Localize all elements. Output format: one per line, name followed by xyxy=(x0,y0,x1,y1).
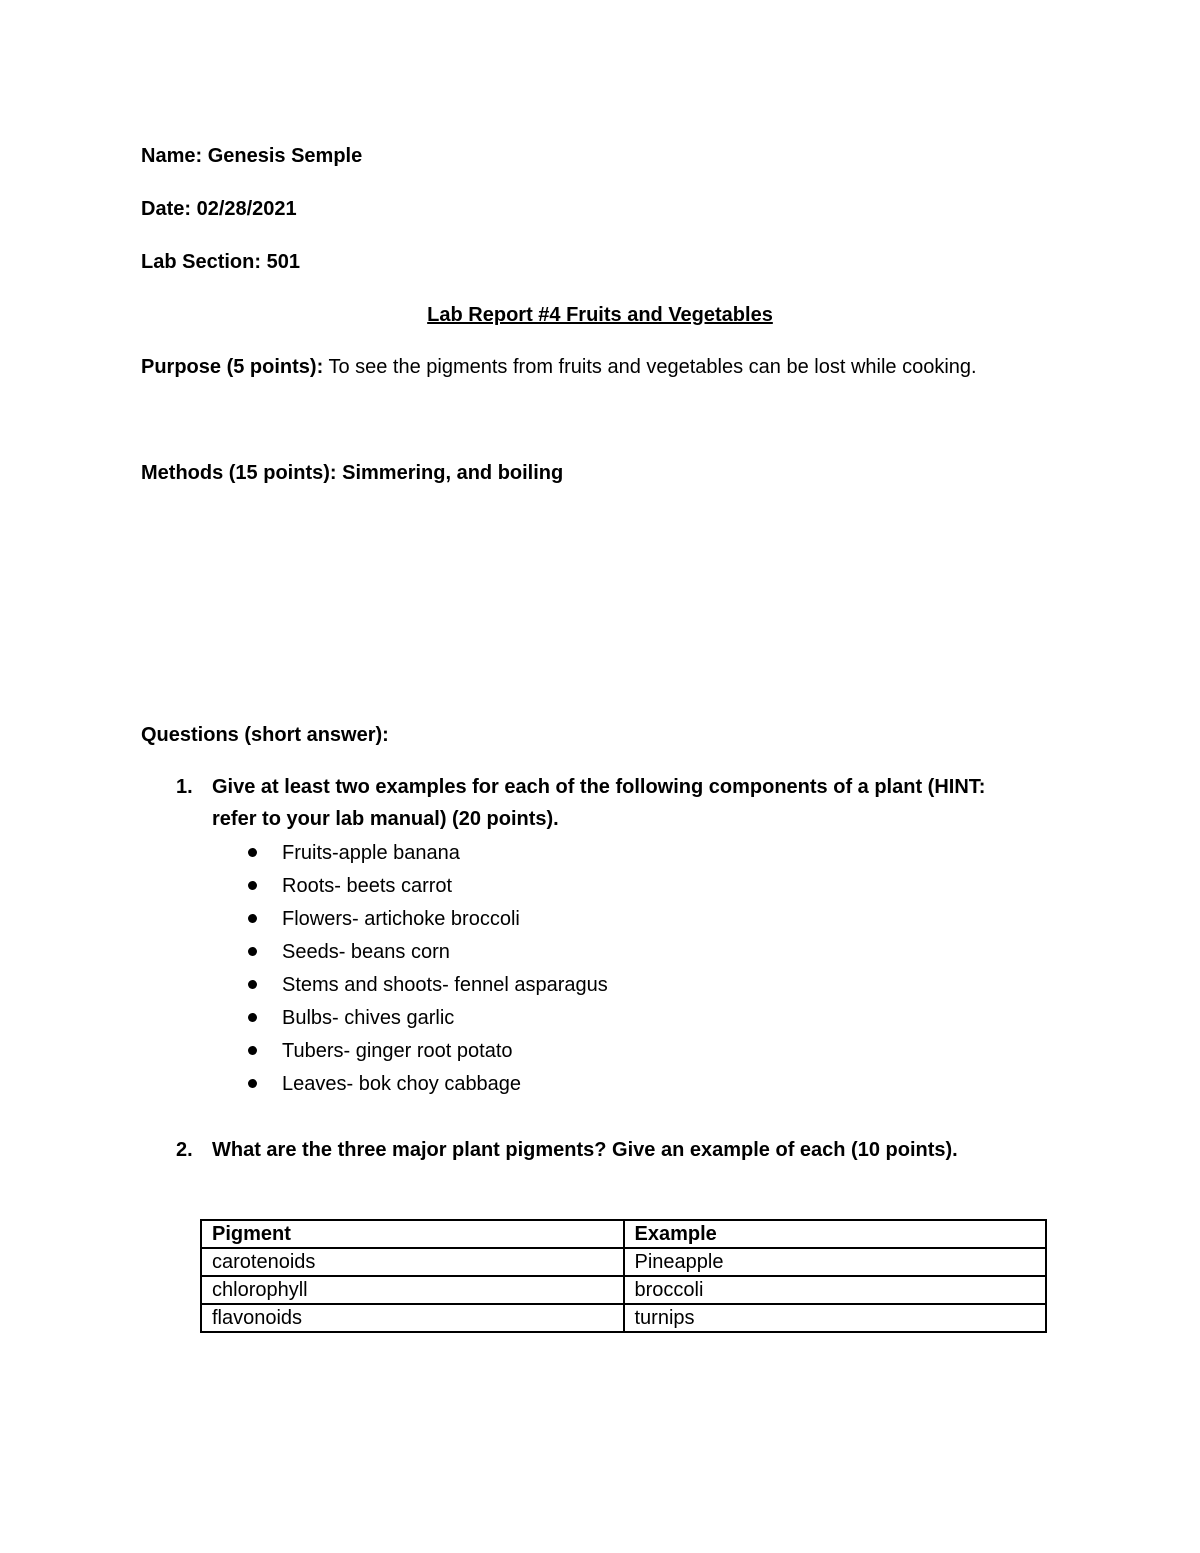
questions-heading: Questions (short answer): xyxy=(141,724,389,746)
table-row xyxy=(201,1304,1046,1332)
question-2-number: 2. xyxy=(176,1139,193,1161)
name-label: Name: xyxy=(141,145,203,167)
pigment-cell: carotenoids xyxy=(201,1248,624,1276)
list-item xyxy=(244,1070,608,1103)
list-item xyxy=(244,1037,608,1070)
date-line xyxy=(141,196,297,222)
page-title: Lab Report #4 Fruits and Vegetables xyxy=(427,304,773,326)
table-row xyxy=(201,1276,1046,1304)
list-item xyxy=(244,905,608,938)
section-label: Lab Section: xyxy=(141,251,262,273)
bullet-icon xyxy=(248,1013,257,1022)
list-item xyxy=(244,872,608,905)
methods-text: Simmering, and boiling xyxy=(342,462,564,484)
answer-text: Seeds- beans corn xyxy=(282,941,450,963)
purpose-text: To see the pigments from fruits and vegetables can be lost while cooking. xyxy=(328,356,977,378)
list-item xyxy=(244,938,608,971)
answer-text: Tubers- ginger root potato xyxy=(282,1040,513,1062)
section-line xyxy=(141,249,300,275)
header-cell-example: Example xyxy=(624,1220,1047,1248)
purpose-line xyxy=(141,354,977,380)
header-cell-pigment: Pigment xyxy=(201,1220,624,1248)
list-item xyxy=(244,971,608,1004)
example-cell: broccoli xyxy=(624,1276,1047,1304)
table-header-row xyxy=(201,1220,1046,1248)
example-cell: Pineapple xyxy=(624,1248,1047,1276)
bullet-icon xyxy=(248,1046,257,1055)
purpose-label: Purpose (5 points): xyxy=(141,356,324,378)
answer-text: Fruits-apple banana xyxy=(282,842,460,864)
pigment-table xyxy=(200,1219,1047,1333)
name-line xyxy=(141,143,362,169)
section-value: 501 xyxy=(266,251,300,273)
bullet-icon xyxy=(248,980,257,989)
bullet-icon xyxy=(248,881,257,890)
bullet-icon xyxy=(248,947,257,956)
question-1-text xyxy=(212,771,1042,835)
answer-text: Roots- beets carrot xyxy=(282,875,453,897)
table-row xyxy=(201,1248,1046,1276)
answer-text: Stems and shoots- fennel asparagus xyxy=(282,974,608,996)
answer-text: Bulbs- chives garlic xyxy=(282,1007,455,1029)
example-cell: turnips xyxy=(624,1304,1047,1332)
methods-label: Methods (15 points): xyxy=(141,462,337,484)
bullet-icon xyxy=(248,1079,257,1088)
answer-text: Flowers- artichoke broccoli xyxy=(282,908,520,930)
bullet-icon xyxy=(248,914,257,923)
answer-text: Leaves- bok choy cabbage xyxy=(282,1073,522,1095)
pigment-cell: flavonoids xyxy=(201,1304,624,1332)
question-1-line-1: Give at least two examples for each of the following components of a plant (HINT: xyxy=(212,776,986,798)
pigment-cell: chlorophyll xyxy=(201,1276,624,1304)
question-1-line-2: refer to your lab manual) (20 points). xyxy=(212,808,559,830)
bullet-icon xyxy=(248,848,257,857)
question-2-text: What are the three major plant pigments? Give an example of each (10 points). xyxy=(212,1139,958,1161)
question-1-answer-list xyxy=(244,839,608,1103)
list-item xyxy=(244,1004,608,1037)
question-1-number: 1. xyxy=(176,776,193,798)
list-item xyxy=(244,839,608,872)
date-value: 02/28/2021 xyxy=(196,198,297,220)
name-value: Genesis Semple xyxy=(207,145,363,167)
date-label: Date: xyxy=(141,198,192,220)
methods-line xyxy=(141,460,563,486)
